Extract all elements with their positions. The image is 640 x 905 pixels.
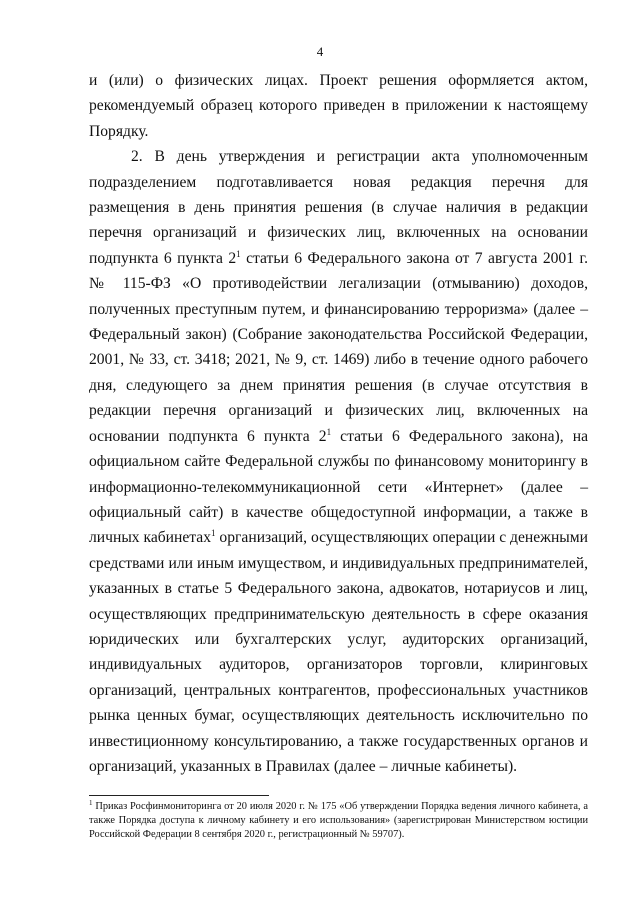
paragraph-2-text-b: статьи 6 Федерального закона от 7 августа 2001 г. № 115-ФЗ «О противодействии легализации (отмыванию) доходов, полученных преступным путем, и финансированию терроризма» (далее – Федеральный закон) (Собрание законодательства Российской Федерации, 2001, № 33, ст. 3418; 2021, № 9, ст. 1469) либо в течение одного рабочего дня, следующего за днем принятия решения (в случае отсутствия в редакции перечня организаций и физических лиц, включенных на основании подпункта 6 пункта 2 xyxy=(89,249,588,445)
footnote-reference: 1 xyxy=(211,528,216,539)
footnote-separator xyxy=(89,795,269,796)
footnote-marker: 1 xyxy=(89,799,93,807)
paragraph-2-text-a: 2. В день утверждения и регистрации акта уполномоченным подразделением подготавливается новая редакция перечня для размещения в день принятия решения (в случае наличия в редакции перечня организаций и физических лиц, включенных на основании подпункта 6 пункта 2 xyxy=(89,148,588,267)
superscript-marker: 1 xyxy=(326,426,332,437)
page-number: 4 xyxy=(316,44,324,59)
footnote xyxy=(89,800,588,842)
paragraph-2-text-c: статьи 6 Федерального закона), на официальном сайте Федеральной службы по финансовому мониторингу в информационно-телекоммуникационной сети «Интернет» (далее – официальный сайт) в качестве общедоступной информации, а также в личных кабинетах xyxy=(89,427,588,547)
paragraph-2-text-d: организаций, осуществляющих операции с денежными средствами или иным имуществом, и индивидуальных предпринимателей, указанных в статье 5 Федерального закона, адвокатов, нотариусов и лиц, осуществляющих предпринимательскую деятельность в сфере оказания юридических или бухгалтерских услуг, аудиторских организаций, индивидуальных аудиторов, организаторов торговли, клиринговых организаций, центральных контрагентов, профессиональных участников рынка ценных бумаг, осуществляющих деятельность исключительно по инвестиционному консультированию, а также государственных органов и организаций, указанных в Правилах (далее – личные кабинеты). xyxy=(89,529,588,775)
paragraph-2 xyxy=(89,144,588,779)
document-body xyxy=(89,68,588,779)
footnote-text: Приказ Росфинмониторинга от 20 июля 2020 г. № 175 «Об утверждении Порядка ведения личного кабинета, а также Порядка доступа к личному кабинету и его использования» (зарегистрирован Министерством юстиции Российской Федерации 8 сентября 2020 г., регистрационный № 59707). xyxy=(89,801,588,840)
paragraph-continuation: и (или) о физических лицах. Проект решения оформляется актом, рекомендуемый образец которого приведен в приложении к настоящему Порядку. xyxy=(89,72,588,140)
superscript-marker: 1 xyxy=(236,248,241,259)
